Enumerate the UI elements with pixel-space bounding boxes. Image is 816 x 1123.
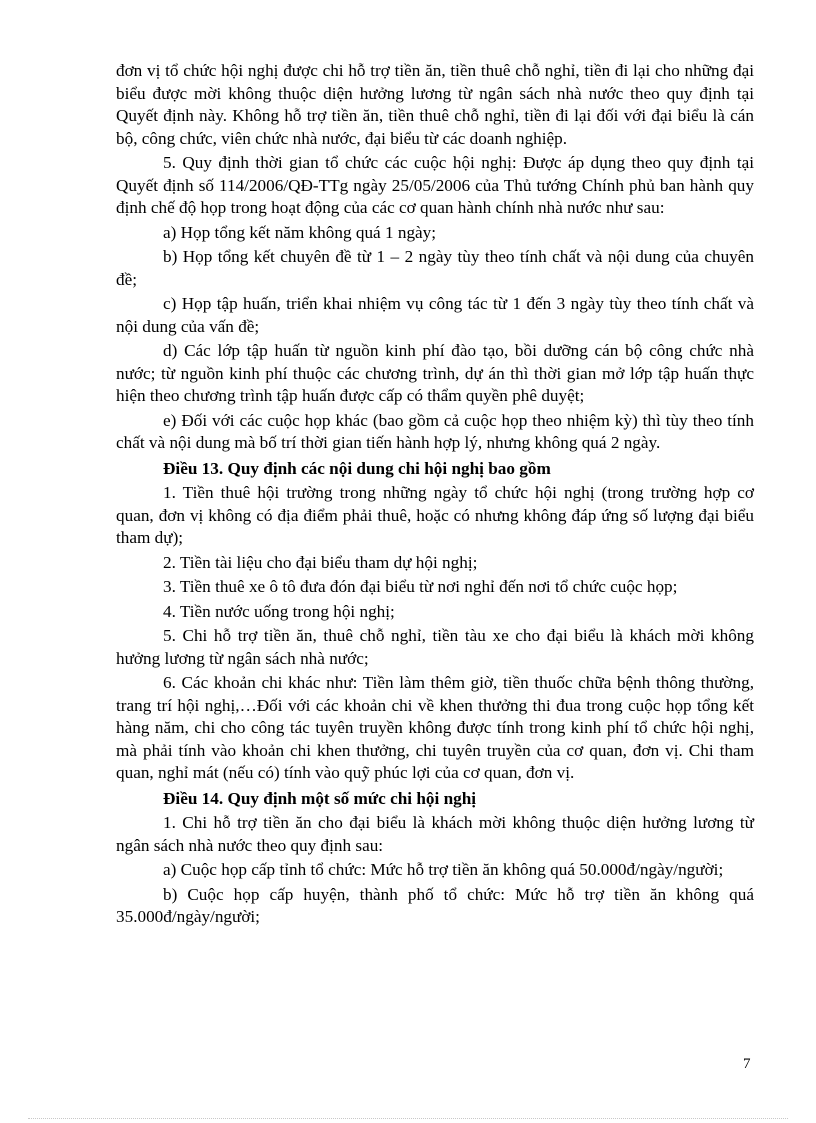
clause-5a: a) Họp tổng kết năm không quá 1 ngày;	[163, 222, 437, 242]
article-13-heading: Điều 13. Quy định các nội dung chi hội nghị bao gồm	[163, 458, 551, 478]
page-bottom-divider	[28, 1118, 788, 1119]
article-13-item-6: 6. Các khoản chi khác như: Tiền làm thêm giờ, tiền thuốc chữa bệnh thông thường, trang trí hội nghị,…Đối với các khoản chi về khen thưởng thi đua trong cuộc họp tổng kết hàng năm, chi cho công tác tuyên truyền không được tính trong kinh phí tổ chức hội nghị, mà phải tính vào khoản chi khen thưởng, chi tuyên truyền của cơ quan, đơn vị. Chi tham quan, nghỉ mát (nếu có) tính vào quỹ phúc lợi của cơ quan, đơn vị.	[116, 673, 754, 783]
clause-5e: e) Đối với các cuộc họp khác (bao gồm cả cuộc họp theo nhiệm kỳ) thì tùy theo tính chất và nội dung mà bố trí thời gian tiến hành hợp lý, nhưng không quá 2 ngày.	[116, 410, 754, 453]
document-body	[116, 60, 754, 931]
article-13-item-2: 2. Tiền tài liệu cho đại biểu tham dự hội nghị;	[163, 552, 478, 572]
article-13-item-4: 4. Tiền nước uống trong hội nghị;	[163, 601, 395, 621]
clause-5c: c) Họp tập huấn, triển khai nhiệm vụ công tác từ 1 đến 3 ngày tùy theo tính chất và nội dung của vấn đề;	[116, 294, 754, 336]
article-14-item-1: 1. Chi hỗ trợ tiền ăn cho đại biểu là khách mời không thuộc diện hưởng lương từ ngân sách nhà nước theo quy định sau:	[116, 813, 754, 855]
clause-5d: d) Các lớp tập huấn từ nguồn kinh phí đào tạo, bồi dưỡng cán bộ công chức nhà nước; từ nguồn kinh phí thuộc các chương trình, dự án thì thời gian mở lớp tập huấn thực hiện theo chương trình tập huấn được cấp có thẩm quyền phê duyệt;	[116, 341, 754, 406]
article-13-item-1: 1. Tiền thuê hội trường trong những ngày tổ chức hội nghị (trong trường hợp cơ quan, đơn vị không có địa điểm phải thuê, hoặc có nhưng không đáp ứng số lượng đại biểu tham dự);	[116, 483, 754, 548]
article-14-item-1b: b) Cuộc họp cấp huyện, thành phố tổ chức: Mức hỗ trợ tiền ăn không quá 35.000đ/ngày/người;	[116, 884, 754, 927]
article-14-heading: Điều 14. Quy định một số mức chi hội nghị	[163, 788, 477, 808]
clause-5-meeting-duration: 5. Quy định thời gian tổ chức các cuộc hội nghị: Được áp dụng theo quy định tại Quyết định số 114/2006/QĐ-TTg ngày 25/05/2006 của Thủ tướng Chính phủ ban hành quy định chế độ họp trong hoạt động của các cơ quan hành chính nhà nước như sau:	[116, 153, 754, 218]
article-13-item-3: 3. Tiền thuê xe ô tô đưa đón đại biểu từ nơi nghỉ đến nơi tổ chức cuộc họp;	[163, 577, 678, 597]
article-14-item-1a: a) Cuộc họp cấp tỉnh tổ chức: Mức hỗ trợ tiền ăn không quá 50.000đ/ngày/người;	[163, 860, 724, 880]
clause-5b: b) Họp tổng kết chuyên đề từ 1 – 2 ngày tùy theo tính chất và nội dung của chuyên đề;	[116, 247, 754, 289]
article-13-item-5: 5. Chi hỗ trợ tiền ăn, thuê chỗ nghỉ, tiền tàu xe cho đại biểu là khách mời không hưởng lương từ ngân sách nhà nước;	[116, 626, 754, 668]
paragraph: đơn vị tổ chức hội nghị được chi hỗ trợ tiền ăn, tiền thuê chỗ nghỉ, tiền đi lại cho những đại biểu được mời không thuộc diện hưởng lương từ ngân sách nhà nước theo quy định tại Quyết định này. Không hỗ trợ tiền ăn, tiền thuê chỗ nghỉ, tiền đi lại đối với đại biểu là cán bộ, công chức, viên chức nhà nước, đại biểu từ các doanh nghiệp.	[116, 61, 754, 148]
page-number: 7	[743, 1056, 751, 1072]
